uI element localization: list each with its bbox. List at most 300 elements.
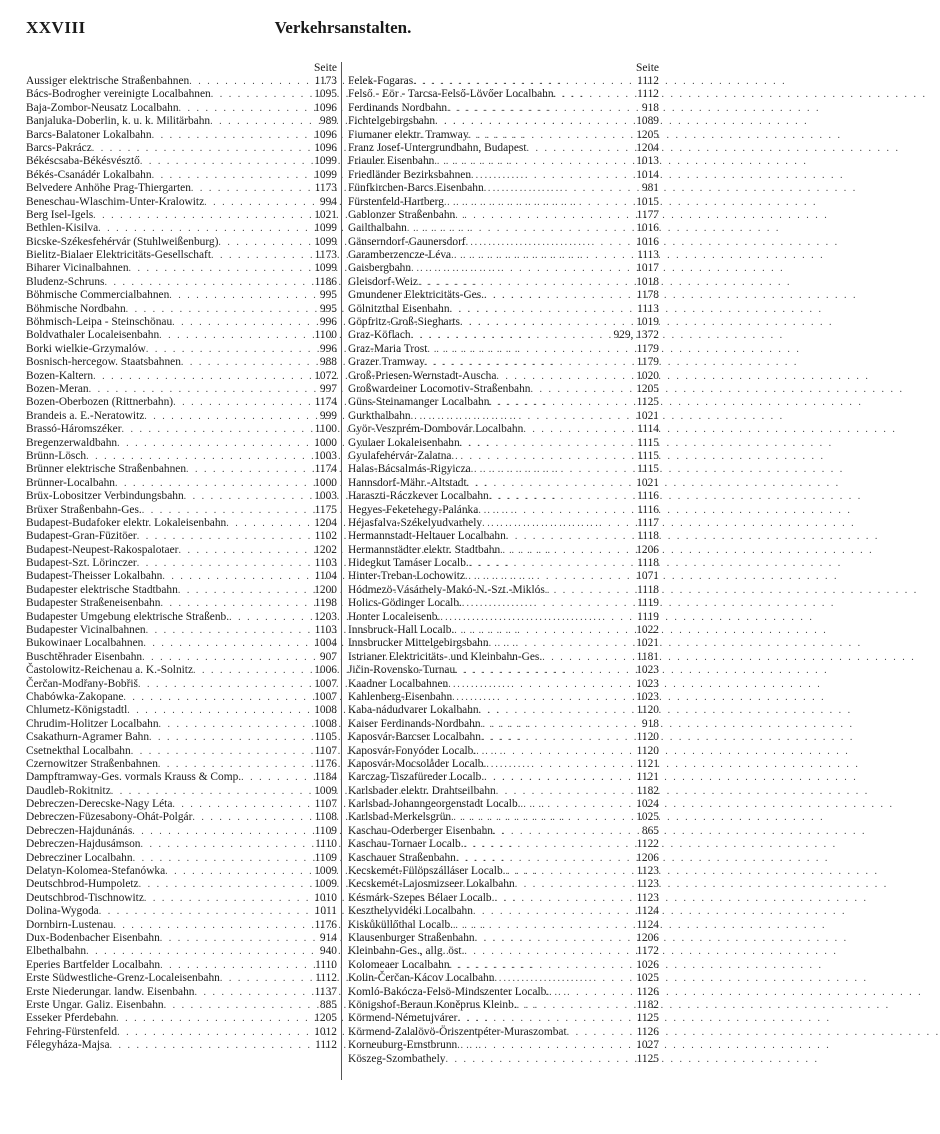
index-entry bbox=[348, 490, 659, 503]
entry-name: Debreczen-Hajdunánás bbox=[26, 824, 133, 837]
index-entry bbox=[348, 570, 659, 583]
index-entry bbox=[26, 731, 337, 744]
dot-leader bbox=[549, 986, 634, 999]
dot-leader bbox=[484, 289, 635, 302]
entry-name: Dux-Bodenbacher Eisenbahn bbox=[26, 932, 160, 944]
entry-name: Bregenzerwaldbahn bbox=[26, 436, 118, 449]
dot-leader bbox=[448, 678, 634, 691]
entry-name: Keszthelyvidéki Localbahn bbox=[348, 905, 473, 918]
index-entry bbox=[26, 865, 337, 878]
dot-leader bbox=[142, 651, 318, 664]
dot-leader bbox=[427, 343, 634, 356]
entry-page: 1019 bbox=[636, 316, 659, 329]
index-entry bbox=[348, 75, 659, 88]
index-entry bbox=[26, 75, 337, 88]
entry-name: Kaschau-Oderberger Eisenbahn bbox=[348, 824, 493, 837]
index-entry bbox=[348, 865, 659, 878]
index-entry bbox=[348, 651, 659, 664]
index-entry bbox=[26, 811, 337, 824]
entry-page: 1107 bbox=[314, 744, 337, 757]
index-entry bbox=[348, 771, 659, 784]
entry-page: 1125 bbox=[636, 396, 659, 409]
dot-leader bbox=[164, 999, 318, 1012]
dot-leader bbox=[141, 838, 314, 851]
dot-leader bbox=[425, 356, 635, 369]
dot-leader bbox=[462, 597, 635, 610]
index-entry bbox=[26, 1039, 337, 1052]
entry-name: Felek-Fogaras bbox=[348, 75, 414, 87]
entry-page: 1008 bbox=[314, 704, 337, 717]
entry-page: 1204 bbox=[314, 516, 337, 529]
entry-name: Héjasfalva-Székelyudvarhely bbox=[348, 516, 483, 529]
entry-name: Biharer Vicinalbahnen bbox=[26, 262, 129, 275]
index-entry bbox=[26, 825, 337, 838]
index-entry bbox=[26, 129, 337, 142]
dot-leader bbox=[517, 999, 635, 1012]
index-entry bbox=[348, 370, 659, 383]
entry-page: 1124 bbox=[636, 918, 659, 931]
entry-page: 1122 bbox=[636, 838, 659, 851]
entry-name: Gölnitzthal Eisenbahn bbox=[348, 302, 450, 315]
entry-name: Berg Isel-Igels bbox=[26, 208, 94, 221]
entry-page: 1096 bbox=[314, 141, 337, 154]
entry-page: 865 bbox=[641, 824, 659, 837]
dot-leader bbox=[143, 637, 312, 650]
index-entry bbox=[348, 624, 659, 637]
entry-name: Böhmische Commercialbahnen bbox=[26, 289, 170, 302]
entry-page: 1015 bbox=[636, 195, 659, 208]
entry-name: Hannsdorf-Mähr.-Altstadt bbox=[348, 476, 467, 489]
entry-name: Brünner-Localbahn bbox=[26, 476, 115, 489]
entry-name: Brandeis a. E.-Neratowitz bbox=[26, 409, 145, 422]
index-entry bbox=[348, 999, 659, 1012]
index-entry bbox=[26, 517, 337, 530]
index-entry bbox=[26, 289, 337, 302]
dot-leader bbox=[178, 584, 312, 597]
index-entry bbox=[26, 196, 337, 209]
dot-leader bbox=[131, 745, 313, 758]
index-entry bbox=[26, 477, 337, 490]
index-entry bbox=[26, 691, 337, 704]
entry-page: 1205 bbox=[314, 1012, 337, 1025]
dot-leader bbox=[479, 704, 635, 717]
dot-leader bbox=[451, 811, 634, 824]
entry-name: Kaposvár-Barcser Localbahn bbox=[348, 731, 481, 744]
entry-name: Gablonzer Straßenbahn bbox=[348, 208, 456, 221]
index-entry bbox=[348, 678, 659, 691]
entry-page: 1103 bbox=[314, 624, 337, 637]
index-entry bbox=[348, 129, 659, 142]
index-entry bbox=[26, 276, 337, 289]
dot-leader bbox=[192, 811, 312, 824]
entry-page: 1009 bbox=[314, 784, 337, 797]
entry-name: Kaadner Localbahnen bbox=[348, 677, 449, 690]
entry-name: Deutschbrod-Tischnowitz bbox=[26, 891, 144, 904]
dot-leader bbox=[496, 785, 635, 798]
index-entry bbox=[348, 477, 659, 490]
index-entry bbox=[26, 637, 337, 650]
dot-leader bbox=[86, 945, 318, 958]
index-entry bbox=[26, 664, 337, 677]
dot-leader bbox=[489, 396, 634, 409]
index-entry bbox=[26, 262, 337, 275]
entry-page: 1179 bbox=[636, 342, 659, 355]
index-entry bbox=[26, 343, 337, 356]
entry-page: 1121 bbox=[636, 771, 659, 784]
entry-page: 1017 bbox=[636, 262, 659, 275]
index-entry bbox=[348, 289, 659, 302]
entry-page: 1099 bbox=[314, 262, 337, 275]
index-entry bbox=[348, 544, 659, 557]
dot-leader bbox=[476, 745, 634, 758]
entry-page: 1095 bbox=[314, 88, 337, 101]
dot-leader bbox=[86, 450, 312, 463]
entry-page: 1007 bbox=[314, 677, 337, 690]
left-entry-list bbox=[26, 75, 337, 1053]
index-entry bbox=[26, 1012, 337, 1025]
entry-name: Hódmezö-Vásárhely-Makó-N.-Szt.-Miklós bbox=[348, 583, 545, 596]
dot-leader bbox=[149, 731, 313, 744]
dot-leader bbox=[137, 530, 313, 543]
entry-page: 1021 bbox=[314, 208, 337, 221]
index-entry bbox=[26, 597, 337, 610]
entry-name: Boldvathaler Localeisenbahn bbox=[26, 329, 160, 342]
entry-name: Barcs-Pakrácz bbox=[26, 141, 92, 154]
dot-leader bbox=[165, 865, 312, 878]
entry-page: 1110 bbox=[315, 958, 337, 971]
entry-page: 1116 bbox=[637, 490, 659, 503]
entry-page: 1178 bbox=[636, 289, 659, 302]
dot-leader bbox=[93, 370, 312, 383]
entry-name: Čerčan-Modřany-Bobřiš bbox=[26, 677, 138, 690]
dot-leader bbox=[482, 517, 635, 530]
entry-name: Békéscsaba-Békésvésztő bbox=[26, 155, 140, 168]
index-entry bbox=[26, 437, 337, 450]
entry-name: Delatyn-Kolomea-Stefanówka bbox=[26, 865, 166, 878]
entry-name: Deutschbrod-Humpoletz bbox=[26, 878, 139, 891]
entry-page: 1103 bbox=[314, 557, 337, 570]
dot-leader bbox=[440, 611, 635, 624]
entry-page: 1026 bbox=[636, 958, 659, 971]
dot-leader bbox=[144, 410, 318, 423]
index-entry bbox=[26, 490, 337, 503]
index-entry bbox=[348, 704, 659, 717]
entry-name: Fiumaner elektr. Tramway bbox=[348, 128, 469, 141]
dot-leader bbox=[481, 731, 635, 744]
entry-page: 1003 bbox=[314, 449, 337, 462]
index-entry bbox=[348, 383, 659, 396]
entry-page: 1108 bbox=[314, 811, 337, 824]
entry-name: Debrecziner Localbahn bbox=[26, 851, 133, 864]
entry-name: Köszeg-Szombathely bbox=[348, 1052, 446, 1065]
entry-page: 1174 bbox=[314, 463, 337, 476]
dot-leader bbox=[469, 129, 635, 142]
dot-leader bbox=[453, 919, 635, 932]
entry-page: 1203 bbox=[314, 610, 337, 623]
entry-page: 1021 bbox=[636, 476, 659, 489]
entry-page: 1016 bbox=[636, 222, 659, 235]
entry-name: Kaschauer Straßenbahn bbox=[348, 851, 456, 864]
entry-name: Böhmische Nordbahn bbox=[26, 302, 126, 315]
entry-name: Czernowitzer Straßenbahnen bbox=[26, 757, 158, 770]
index-entry bbox=[26, 999, 337, 1012]
dot-leader bbox=[115, 477, 312, 490]
dot-leader bbox=[146, 624, 313, 637]
entry-name: Csetnekthal Localbahn bbox=[26, 744, 131, 757]
entry-page: 1205 bbox=[636, 382, 659, 395]
entry-page: 914 bbox=[319, 932, 337, 944]
dot-leader bbox=[193, 664, 312, 677]
entry-name: Borki wielkie-Grzymalów bbox=[26, 342, 146, 355]
index-entry bbox=[26, 852, 337, 865]
entry-page: 1099 bbox=[314, 168, 337, 181]
entry-name: Holics-Gödinger Localb. bbox=[348, 597, 462, 610]
entry-name: Hermannstadt-Heltauer Localbahn bbox=[348, 530, 506, 543]
entry-name: Barcs-Balatoner Lokalbahn bbox=[26, 128, 152, 141]
dot-leader bbox=[411, 410, 635, 423]
dot-leader bbox=[486, 758, 634, 771]
entry-page: 1022 bbox=[636, 624, 659, 637]
entry-page: 1011 bbox=[314, 905, 337, 918]
dot-leader bbox=[500, 544, 634, 557]
dot-leader bbox=[434, 155, 634, 168]
entry-name: Budapester Umgebung elektrische Straßenb. bbox=[26, 610, 230, 623]
entry-page: 1023 bbox=[636, 690, 659, 703]
entry-name: Friedländer Bezirksbahnen bbox=[348, 168, 472, 181]
entry-page: 1105 bbox=[314, 731, 337, 744]
index-entry bbox=[348, 611, 659, 624]
entry-name: Aussiger elektrische Straßenbahnen bbox=[26, 75, 190, 87]
entry-page: 1125 bbox=[636, 1052, 659, 1065]
entry-name: Gyulaer Lokaleisenbahn bbox=[348, 436, 460, 449]
entry-page: 1023 bbox=[636, 677, 659, 690]
entry-name: Beneschau-Wlaschim-Unter-Kralowitz bbox=[26, 195, 205, 208]
index-entry bbox=[26, 316, 337, 329]
index-entry bbox=[348, 329, 659, 342]
entry-name: Budapest-Neupest-Rakospalotaer bbox=[26, 543, 179, 556]
entry-page: 1113 bbox=[637, 302, 659, 315]
entry-name: Felső - Eör - Tarcsa-Felső-Lövőer Localbahn bbox=[348, 88, 554, 101]
index-entry bbox=[26, 745, 337, 758]
entry-name: Garamberzencze-Léva bbox=[348, 249, 452, 262]
entry-page: 989 bbox=[319, 115, 337, 128]
entry-page: 1202 bbox=[314, 543, 337, 556]
index-entry bbox=[348, 303, 659, 316]
index-entry bbox=[26, 570, 337, 583]
dot-leader bbox=[450, 959, 635, 972]
index-entry bbox=[26, 530, 337, 543]
index-entry bbox=[348, 838, 659, 851]
entry-page: 995 bbox=[319, 302, 337, 315]
dot-leader bbox=[204, 196, 318, 209]
index-entry bbox=[348, 530, 659, 543]
entry-page: 1025 bbox=[636, 972, 659, 985]
entry-page: 1123 bbox=[636, 891, 659, 904]
index-entry bbox=[348, 437, 659, 450]
dot-leader bbox=[179, 102, 313, 115]
dot-leader bbox=[467, 477, 635, 490]
index-entry bbox=[348, 504, 659, 517]
entry-name: Erste Niederungar. landw. Eisenbahn bbox=[26, 985, 195, 998]
index-entry bbox=[348, 343, 659, 356]
entry-name: Csakathurn-Agramer Bahn bbox=[26, 731, 150, 744]
index-entry bbox=[348, 463, 659, 476]
entry-page: 1100 bbox=[314, 423, 337, 436]
index-entry bbox=[26, 504, 337, 517]
entry-name: Kolomeaer Localbahn bbox=[348, 958, 450, 971]
entry-page: 1072 bbox=[314, 369, 337, 382]
index-entry bbox=[348, 262, 659, 275]
entry-name: Karlsbader elektr. Drahtseilbahn bbox=[348, 784, 496, 797]
dot-leader bbox=[545, 584, 635, 597]
entry-page: 1003 bbox=[314, 490, 337, 503]
entry-name: Baja-Zombor-Neusatz Localbahn bbox=[26, 101, 179, 114]
index-entry bbox=[26, 798, 337, 811]
dot-leader bbox=[452, 450, 636, 463]
entry-page: 1013 bbox=[636, 155, 659, 168]
entry-page: 1099 bbox=[314, 155, 337, 168]
entry-page: 1121 bbox=[636, 757, 659, 770]
entry-name: Fünfkirchen-Barcs Eisenbahn bbox=[348, 182, 484, 195]
entry-page: 1173 bbox=[314, 249, 337, 262]
entry-name: Brüx-Lobositzer Verbindungsbahn bbox=[26, 490, 184, 503]
entry-name: Bicske-Székesfehérvár (Stuhlweißenburg) bbox=[26, 235, 219, 248]
entry-name: Kaiser Ferdinands-Nordbahn bbox=[348, 717, 481, 730]
dot-leader bbox=[460, 437, 635, 450]
entry-name: Halas-Bácsalmás-Rigyicza bbox=[348, 463, 471, 476]
dot-leader bbox=[146, 343, 318, 356]
entry-name: Göpfritz-Groß-Siegharts bbox=[348, 316, 460, 329]
entry-page: 1027 bbox=[636, 1039, 659, 1052]
dot-leader bbox=[506, 530, 635, 543]
index-entry bbox=[26, 584, 337, 597]
entry-page: 1173 bbox=[314, 75, 337, 87]
index-entry bbox=[348, 905, 659, 918]
dot-leader bbox=[89, 383, 318, 396]
entry-page: 988 bbox=[319, 356, 337, 369]
dot-leader bbox=[489, 637, 635, 650]
entry-name: Bozen-Meran bbox=[26, 382, 89, 395]
index-entry bbox=[26, 169, 337, 182]
index-entry bbox=[348, 396, 659, 409]
entry-page: 1119 bbox=[637, 597, 659, 610]
index-entry bbox=[26, 932, 337, 945]
index-entry bbox=[348, 182, 659, 195]
dot-leader bbox=[93, 209, 312, 222]
index-entry bbox=[348, 986, 659, 999]
dot-leader bbox=[484, 182, 640, 195]
index-entry bbox=[348, 597, 659, 610]
index-entry bbox=[348, 196, 659, 209]
dot-leader bbox=[98, 222, 312, 235]
entry-page: 1114 bbox=[637, 423, 659, 436]
entry-page: 1118 bbox=[637, 557, 659, 570]
dot-leader bbox=[133, 852, 313, 865]
index-entry bbox=[348, 423, 659, 436]
entry-page: 1120 bbox=[636, 704, 659, 717]
entry-name: Kaschau-Tornaer Localb. bbox=[348, 838, 464, 851]
index-entry bbox=[26, 651, 337, 664]
right-column bbox=[348, 62, 659, 1066]
entry-page: 1198 bbox=[314, 597, 337, 610]
entry-page: 1000 bbox=[314, 436, 337, 449]
index-entry bbox=[26, 704, 337, 717]
entry-name: Chrudim-Holitzer Localbahn bbox=[26, 717, 159, 730]
dot-leader bbox=[531, 383, 635, 396]
dot-leader bbox=[158, 758, 313, 771]
entry-name: Körmend-Németujvárer bbox=[348, 1012, 458, 1025]
dot-leader bbox=[418, 276, 634, 289]
dot-leader bbox=[113, 919, 312, 932]
entry-name: Honter Localeisenb. bbox=[348, 610, 441, 623]
index-entry bbox=[348, 664, 659, 677]
dot-leader bbox=[457, 1012, 634, 1025]
dot-leader bbox=[496, 370, 634, 383]
dot-leader bbox=[211, 249, 313, 262]
dot-leader bbox=[126, 303, 318, 316]
entry-name: Körmend-Zalalövö-Öriszentpéter-Muraszombat bbox=[348, 1025, 567, 1038]
entry-page: 918 bbox=[641, 717, 659, 730]
entry-name: Haraszti-Ráczkever Localbahn bbox=[348, 490, 489, 503]
dot-leader bbox=[464, 945, 634, 958]
entry-page: 1173 bbox=[314, 182, 337, 195]
entry-name: Kaposvár-Mocsolåder Localb. bbox=[348, 757, 487, 770]
entry-page: 929, 1372 bbox=[613, 329, 659, 342]
entry-page: 1016 bbox=[636, 235, 659, 248]
index-entry bbox=[348, 637, 659, 650]
dot-leader bbox=[521, 798, 635, 811]
entry-page: 1112 bbox=[315, 972, 337, 985]
entry-page: 1205 bbox=[636, 128, 659, 141]
dot-leader bbox=[99, 905, 313, 918]
index-entry bbox=[26, 356, 337, 369]
index-entry bbox=[26, 785, 337, 798]
entry-page: 940 bbox=[319, 945, 337, 958]
entry-name: Budapester Straßeneisenbahn bbox=[26, 597, 161, 610]
dot-leader bbox=[169, 289, 318, 302]
dot-leader bbox=[489, 490, 635, 503]
entry-name: Belvedere Anhöhe Prag-Thiergarten bbox=[26, 182, 191, 195]
index-entry bbox=[348, 852, 659, 865]
dot-leader bbox=[191, 182, 313, 195]
entry-page: 1176 bbox=[314, 918, 337, 931]
index-entry bbox=[26, 329, 337, 342]
dot-leader bbox=[494, 972, 634, 985]
entry-page: 1117 bbox=[637, 516, 659, 529]
entry-name: Buschtěhrader Eisenbahn bbox=[26, 650, 143, 663]
index-entry bbox=[26, 182, 337, 195]
index-entry bbox=[26, 155, 337, 168]
page-header bbox=[26, 18, 660, 42]
entry-page: 1025 bbox=[636, 811, 659, 824]
entry-page: 995 bbox=[319, 289, 337, 302]
entry-name: Königshof-Beraun Koněprus Kleinb. bbox=[348, 998, 517, 1011]
index-entry bbox=[348, 222, 659, 235]
dot-leader bbox=[117, 437, 312, 450]
entry-name: Großwardeiner Locomotiv-Straßenbahn bbox=[348, 382, 531, 395]
entry-name: Fehring-Fürstenfeld bbox=[26, 1025, 118, 1038]
dot-leader bbox=[456, 852, 634, 865]
entry-page: 1110 bbox=[315, 838, 337, 851]
index-entry bbox=[26, 142, 337, 155]
dot-leader bbox=[447, 102, 640, 115]
right-column-heading: Seite bbox=[636, 62, 659, 74]
entry-name: Klausenburger Straßenbahn bbox=[348, 932, 475, 944]
dot-leader bbox=[567, 1026, 635, 1039]
entry-name: Güns-Steinamanger Localbahn bbox=[348, 396, 490, 409]
entry-page: 1181 bbox=[636, 650, 659, 663]
entry-page: 1099 bbox=[314, 235, 337, 248]
